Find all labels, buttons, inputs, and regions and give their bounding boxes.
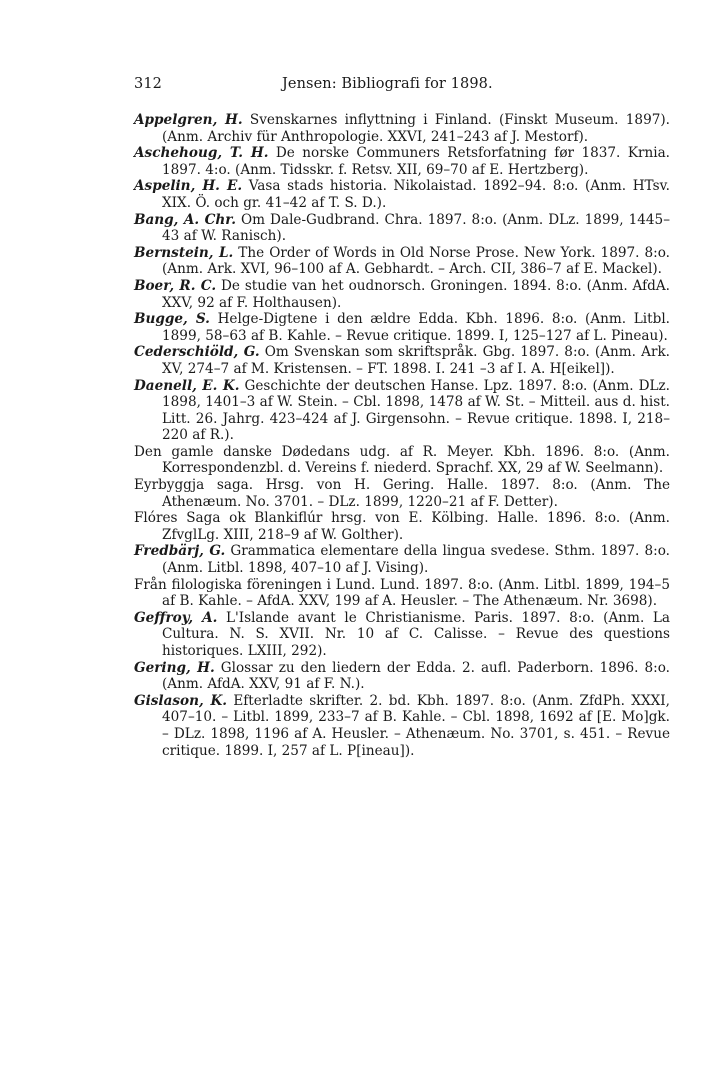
entry-text: De norske Communers Retsforfatning før 1837. Krnia. 1897. 4:o. (Anm. Tidsskr. f. Retsv. XII, 69–70 af E. Hertzberg). <box>162 145 671 178</box>
entry-text: Om Dale-Gudbrand. Chra. 1897. 8:o. (Anm. DLz. 1899, 1445–43 af W. Ranisch). <box>162 211 671 245</box>
entry-text: Från filologiska föreningen i Lund. Lund. 1897. 8:o. (Anm. Litbl. 1899, 194–5 af B. Kahle. – AfdA. XXV, 199 af A. Heusler. – The Athenæum. Nr. 3698). <box>134 576 670 610</box>
bibliography-entry <box>134 444 670 477</box>
bibliography-entry <box>134 660 670 693</box>
bibliography-entry <box>134 577 670 610</box>
bibliography-entry <box>134 212 670 245</box>
entry-author: Fredbärj, G. <box>134 543 226 560</box>
entry-text: The Order of Words in Old Norse Prose. New York. 1897. 8:o. (Anm. Ark. XVI, 96–100 af A. Gebhardt. – Arch. CII, 386–7 af E. Mackel). <box>162 244 670 278</box>
entry-text: Helge-Digtene i den ældre Edda. Kbh. 1896. 8:o. (Anm. Litbl. 1899, 58–63 af B. Kahle. – Revue critique. 1899. I, 125–127 af L. Pineau). <box>162 311 670 344</box>
entry-author: Boer, R. C. <box>134 277 217 294</box>
entry-text: Grammatica elementare della lingua svedese. Sthm. 1897. 8:o. (Anm. Litbl. 1898, 407–10 af J. Vising). <box>162 543 670 577</box>
bibliography-entry <box>134 145 670 178</box>
entry-author: Bugge, S. <box>134 311 210 328</box>
bibliography-entry <box>134 278 670 311</box>
bibliography-entry <box>134 344 670 377</box>
entry-author: Appelgren, H. <box>134 112 243 128</box>
entry-author: Gislason, K. <box>134 692 228 709</box>
entry-author: Cederschiöld, G. <box>134 344 260 361</box>
entry-list <box>134 112 670 759</box>
entry-author: Gering, H. <box>134 659 215 676</box>
entry-text: L'Islande avant le Christianisme. Paris. 1897. 8:o. (Anm. La Cultura. N. S. XVII. Nr. 10 af C. Calisse. – Revue des questions historiques. LXIII, 292). <box>162 609 670 659</box>
page-number: 312 <box>134 76 162 92</box>
entry-text: Glossar zu den liedern der Edda. 2. aufl. Paderborn. 1896. 8:o. (Anm. AfdA. XXV, 91 af F. N.). <box>162 659 671 693</box>
bibliography-entry <box>134 245 670 278</box>
bibliography-entry <box>134 693 670 759</box>
bibliography-entry <box>134 311 670 344</box>
bibliography-entry <box>134 477 670 510</box>
entry-author: Bernstein, L. <box>134 244 234 261</box>
bibliography-entry <box>134 378 670 444</box>
entry-text: Den gamle danske Dødedans udg. af R. Meyer. Kbh. 1896. 8:o. (Anm. Korrespondenzbl. d. Vereins f. niederd. Sprachf. XX, 29 af W. Seelmann). <box>134 443 670 477</box>
bibliography-entry <box>134 510 670 543</box>
entry-text: Eyrbyggja saga. Hrsg. von H. Gering. Halle. 1897. 8:o. (Anm. The Athenæum. No. 3701. – DLz. 1899, 1220–21 af F. Detter). <box>134 477 670 510</box>
entry-text: Svenskarnes inflyttning i Finland. (Finskt Museum. 1897). (Anm. Archiv für Anthropologie. XXVI, 241–243 af J. Mestorf). <box>162 112 670 145</box>
entry-text: De studie van het oudnorsch. Groningen. 1894. 8:o. (Anm. AfdA. XXV, 92 af F. Holthausen). <box>162 277 671 311</box>
entry-author: Aspelin, H. E. <box>134 178 243 195</box>
running-title: Jensen: Bibliografi for 1898. <box>282 76 493 92</box>
entry-text: Efterladte skrifter. 2. bd. Kbh. 1897. 8:o. (Anm. ZfdPh. XXXI, 407–10. – Litbl. 1899, 233–7 af B. Kahle. – Cbl. 1898, 1692 af [E. Mo]gk. – DLz. 1898, 1196 af A. Heusler. – Athenæum. No. 3701, s. 451. – Revue critique. 1899. I, 257 af L. P[ineau]). <box>162 692 670 759</box>
page-header <box>134 76 670 98</box>
entry-author: Geffroy, A. <box>134 609 218 626</box>
entry-author: Aschehoug, T. H. <box>134 145 269 162</box>
bibliography-entry <box>134 543 670 576</box>
entry-text: Geschichte der deutschen Hanse. Lpz. 1897. 8:o. (Anm. DLz. 1898, 1401–3 af W. Stein. – Cbl. 1898, 1478 af W. St. – Mitteil. aus d. hist. Litt. 26. Jahrg. 423–424 af J. Girgensohn. – Revue critique. 1898. I, 218–220 af R.). <box>162 377 670 444</box>
entry-author: Daenell, E. K. <box>134 377 240 394</box>
bibliography-entry <box>134 610 670 660</box>
entry-text: Om Svenskan som skriftspråk. Gbg. 1897. 8:o. (Anm. Ark. XV, 274–7 af M. Kristensen. – FT. 1898. I. 241 –3 af I. A. H[eikel]). <box>162 344 670 377</box>
bibliography-page <box>134 76 670 759</box>
entry-author: Bang, A. Chr. <box>134 211 236 228</box>
bibliography-entry <box>134 178 670 211</box>
entry-text: Vasa stads historia. Nikolaistad. 1892–94. 8:o. (Anm. HTsv. XIX. Ö. och gr. 41–42 af T. S. D.). <box>162 178 670 211</box>
entry-text: Flóres Saga ok Blankiflúr hrsg. von E. Kölbing. Halle. 1896. 8:o. (Anm. ZfvglLg. XIII, 218–9 af W. Golther). <box>134 510 670 543</box>
bibliography-entry <box>134 112 670 145</box>
